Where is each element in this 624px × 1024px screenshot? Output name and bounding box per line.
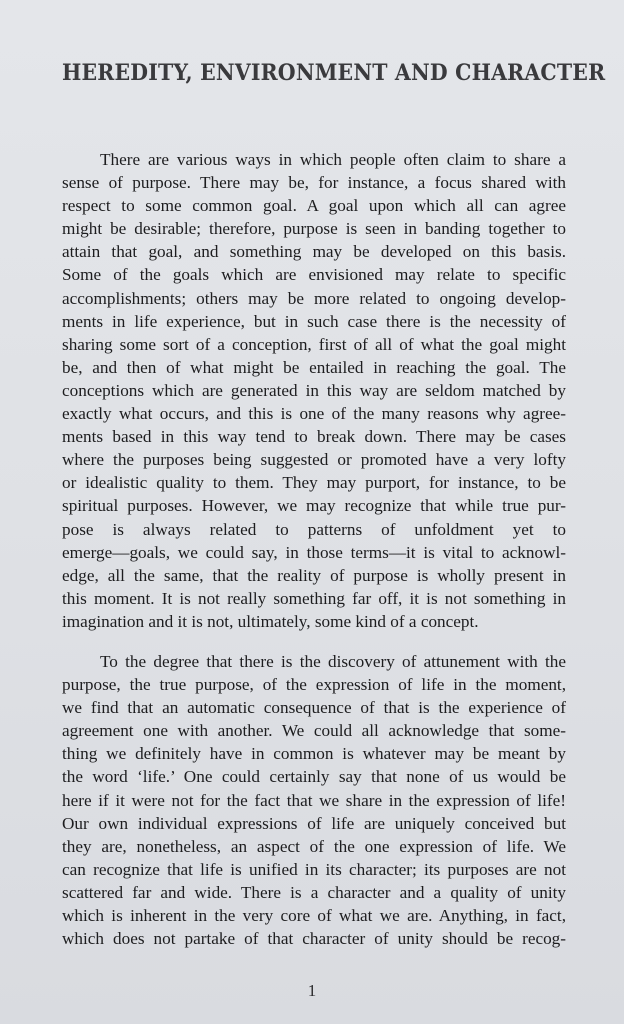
text-line: accomplishments; others may be more related to ongoing develop- [62, 288, 566, 308]
text-line: sense of purpose. There may be, for instance, a focus shared with [62, 173, 566, 193]
text-line: respect to some common goal. A goal upon which all can agree [62, 196, 566, 216]
text-line: we find that an automatic consequence of that is the experience of [62, 698, 566, 718]
text-line: they are, nonetheless, an aspect of the one expression of life. We [62, 836, 566, 856]
text-line: imagination and it is not, ultimately, some kind of a concept. [62, 611, 479, 631]
text-line: conceptions which are generated in this way are seldom matched by [62, 380, 566, 400]
text-line: here if it were not for the fact that we share in the expression of life! [62, 790, 566, 810]
text-line: which does not partake of that character of unity should be recog- [62, 929, 566, 949]
text-line: or idealistic quality to them. They may purport, for instance, to be [62, 473, 566, 493]
text-line: scattered far and wide. There is a character and a quality of unity [62, 882, 566, 902]
paragraph-1 [62, 148, 566, 633]
text-line: Some of the goals which are envisioned may relate to specific [62, 265, 566, 285]
text-line: sharing some sort of a conception, first of all of what the goal might [62, 334, 566, 354]
text-line: Our own individual expressions of life are uniquely conceived but [62, 813, 566, 833]
text-line: which is inherent in the very core of what we are. Anything, in fact, [62, 906, 566, 926]
text-line: thing we definitely have in common is whatever may be meant by [62, 744, 566, 764]
text-line: where the purposes being suggested or promoted have a very lofty [62, 450, 566, 470]
text-line: the word ‘life.’ One could certainly say that none of us would be [62, 767, 566, 787]
text-line: ments in life experience, but in such case there is the necessity of [62, 311, 566, 331]
text-line: be, and then of what might be entailed in reaching the goal. The [62, 357, 566, 377]
text-line: this moment. It is not really something far off, it is not something in [62, 588, 566, 608]
text-line: attain that goal, and something may be developed on this basis. [62, 242, 566, 262]
text-line: There are various ways in which people often claim to share a [100, 150, 566, 169]
text-line: might be desirable; therefore, purpose is seen in banding together to [62, 219, 566, 239]
text-line: agreement one with another. We could all acknowledge that some- [62, 721, 566, 741]
text-line: exactly what occurs, and this is one of the many reasons why agree- [62, 404, 566, 424]
text-line: purpose, the true purpose, of the expression of life in the moment, [62, 675, 566, 695]
text-line: can recognize that life is unified in its character; its purposes are not [62, 859, 566, 879]
text-line: pose is always related to patterns of unfoldment yet to [62, 519, 566, 539]
text-line: To the degree that there is the discovery of attunement with the [100, 652, 566, 671]
text-line: spiritual purposes. However, we may recognize that while true pur- [62, 496, 566, 516]
text-line: ments based in this way tend to break down. There may be cases [62, 427, 566, 447]
page-number: 1 [307, 981, 317, 1000]
text-line: edge, all the same, that the reality of purpose is wholly present in [62, 565, 566, 585]
paragraph-2 [62, 650, 566, 950]
text-line: emerge—goals, we could say, in those terms—it is vital to acknowl- [62, 542, 566, 562]
page-title: HEREDITY, ENVIRONMENT AND CHARACTER [62, 60, 606, 86]
